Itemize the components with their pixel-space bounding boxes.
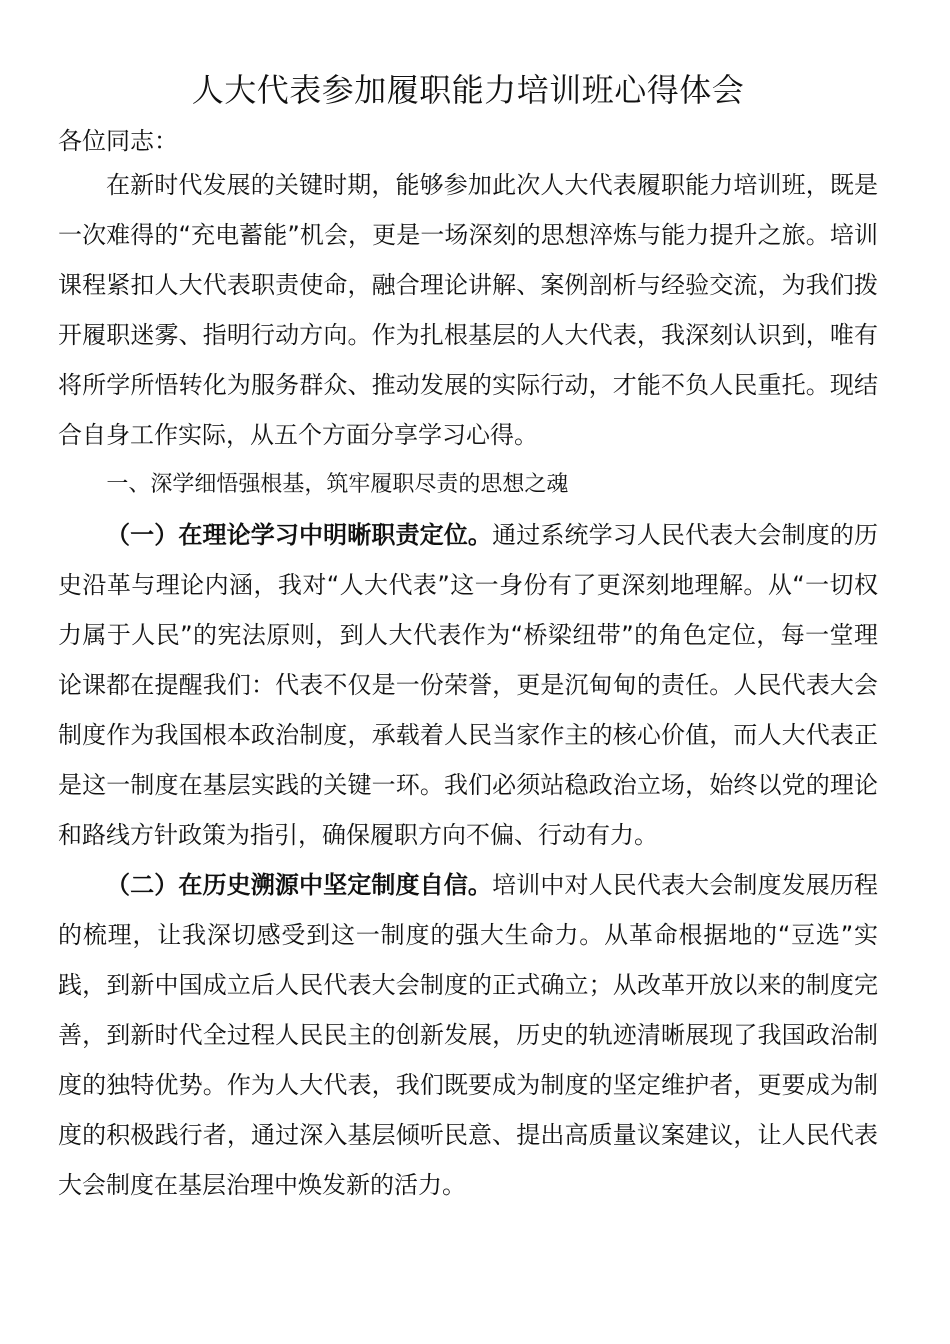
document-page bbox=[58, 62, 878, 1210]
section-heading-1: 一、深学细悟强根基，筑牢履职尽责的思想之魂 bbox=[106, 472, 569, 497]
subsection-body-2: 培训中对人民代表大会制度发展历程的梳理，让我深切感受到这一制度的强大生命力。从革命根据地的“豆选”实践，到新中国成立后人民代表大会制度的正式确立；从改革开放以来的制度完善，到新时代全过程人民民主的创新发展，历史的轨迹清晰展现了我国政治制度的独特优势。作为人大代表，我们既要成为制度的坚定维护者，更要成为制度的积极践行者，通过深入基层倾听民意、提出高质量议案建议，让人民代表大会制度在基层治理中焕发新的活力。 bbox=[58, 871, 879, 1199]
intro-paragraph: 在新时代发展的关键时期，能够参加此次人大代表履职能力培训班，既是一次难得的“充电蓄能”机会，更是一场深刻的思想淬炼与能力提升之旅。培训课程紧扣人大代表职责使命，融合理论讲解、案例剖析与经验交流，为我们拨开履职迷雾、指明行动方向。作为扎根基层的人大代表，我深刻认识到，唯有将所学所悟转化为服务群众、推动发展的实际行动，才能不负人民重托。现结合自身工作实际，从五个方面分享学习心得。 bbox=[58, 171, 878, 449]
subsection-paragraph-2 bbox=[58, 860, 878, 1210]
salutation: 各位同志： bbox=[58, 127, 178, 155]
document-title: 人大代表参加履职能力培训班心得体会 bbox=[191, 71, 745, 109]
subsection-body-1: 通过系统学习人民代表大会制度的历史沿革与理论内涵，我对“人大代表”这一身份有了更深刻地理解。从“一切权力属于人民”的宪法原则，到人大代表作为“桥梁纽带”的角色定位，每一堂理论课都在提醒我们：代表不仅是一份荣誉，更是沉甸甸的责任。人民代表大会制度作为我国根本政治制度，承载着人民当家作主的核心价值，而人大代表正是这一制度在基层实践的关键一环。我们必须站稳政治立场，始终以党的理论和路线方针政策为指引，确保履职方向不偏、行动有力。 bbox=[58, 521, 879, 849]
subsection-paragraph-1 bbox=[58, 510, 878, 860]
subsection-heading-1: （一）在理论学习中明晰职责定位。 bbox=[106, 521, 493, 549]
subsection-heading-2: （二）在历史溯源中坚定制度自信。 bbox=[106, 871, 493, 899]
